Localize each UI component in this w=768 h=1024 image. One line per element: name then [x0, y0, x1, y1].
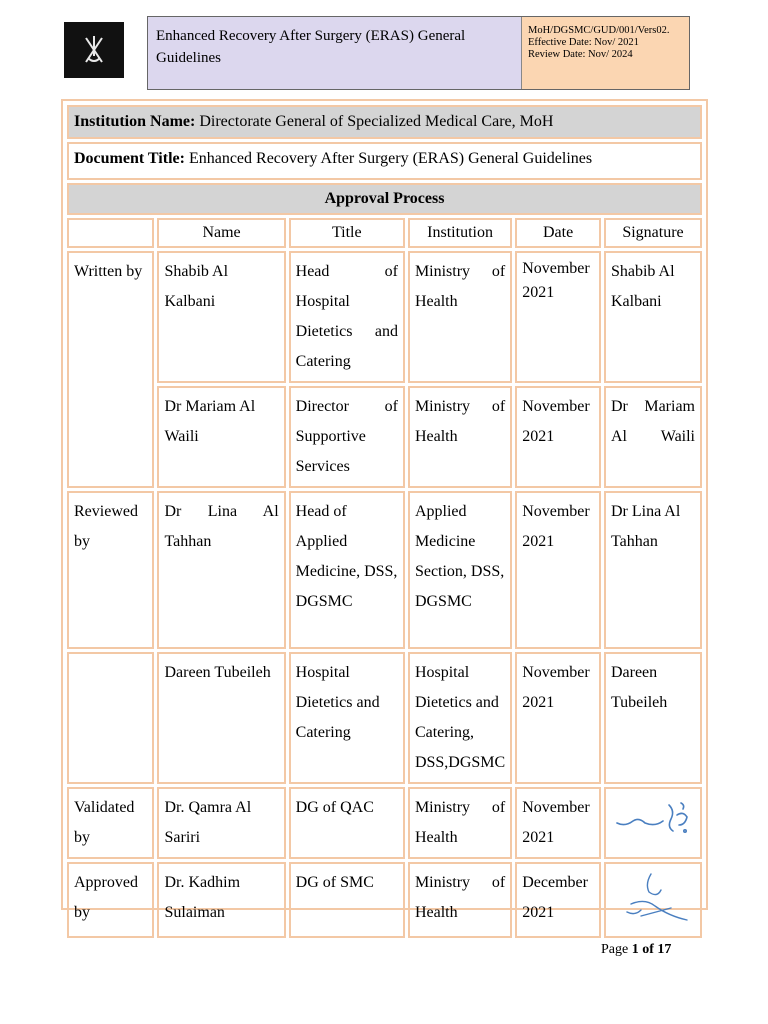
effective-date: Effective Date: Nov/ 2021	[528, 37, 639, 48]
approver-title: Head of Hospital Dietetics and Catering	[289, 251, 405, 383]
review-date: Review Date: Nov/ 2024	[528, 49, 633, 60]
document-title-value: Enhanced Recovery After Surgery (ERAS) General Guidelines	[188, 150, 593, 167]
approval-process-heading: Approval Process	[67, 183, 702, 215]
approval-date: November 2021	[515, 652, 601, 784]
page-of: of	[642, 942, 654, 957]
col-header-title: Title	[289, 218, 405, 248]
role-reviewed-by: Reviewed by	[67, 491, 154, 649]
col-header-date: Date	[515, 218, 601, 248]
approval-table	[64, 102, 705, 941]
role-validated-by: Validated by	[67, 787, 154, 859]
page-prefix: Page	[601, 942, 629, 957]
handwritten-signature-cell	[604, 787, 702, 859]
approver-signature: Dareen Tubeileh	[604, 652, 702, 784]
approver-institution: Ministry of Health	[408, 862, 512, 938]
page-total: 17	[657, 942, 672, 957]
approver-institution: Ministry of Health	[408, 787, 512, 859]
handwritten-signature	[611, 793, 695, 839]
approval-date: November 2021	[515, 787, 601, 859]
institution-label: Institution Name:	[74, 113, 196, 130]
institution-value: Directorate General of Specialized Medical Care, MoH	[199, 113, 554, 130]
institution-row	[67, 105, 702, 139]
moh-logo	[64, 22, 124, 78]
approver-name: Dr. Qamra Al Sariri	[157, 787, 285, 859]
approver-institution: Applied Medicine Section, DSS, DGSMC	[408, 491, 512, 649]
approver-title: DG of SMC	[289, 862, 405, 938]
approver-signature: Dr Lina Al Tahhan	[604, 491, 702, 649]
approver-title: Director of Supportive Services	[289, 386, 405, 488]
header-meta	[521, 17, 689, 89]
header-title: Enhanced Recovery After Surgery (ERAS) General Guidelines	[156, 28, 466, 66]
approver-signature: Dr Mariam Al Waili	[604, 386, 702, 488]
document-header	[147, 16, 690, 90]
approval-date: November 2021	[515, 386, 601, 488]
document-title-label: Document Title:	[74, 150, 185, 167]
role-empty	[67, 652, 154, 784]
approval-date: December 2021	[515, 862, 601, 938]
header-empty-cell	[67, 218, 154, 248]
approval-date: November 2021	[515, 491, 601, 649]
col-header-institution: Institution	[408, 218, 512, 248]
approver-name: Dr. Kadhim Sulaiman	[157, 862, 285, 938]
col-header-signature: Signature	[604, 218, 702, 248]
page-number: 1	[631, 942, 639, 957]
col-header-name: Name	[157, 218, 285, 248]
handwritten-signature	[611, 868, 695, 928]
approver-institution: Ministry of Health	[408, 386, 512, 488]
role-approved-by: Approved by	[67, 862, 154, 938]
doc-code: MoH/DGSMC/GUD/001/Vers02.	[528, 25, 670, 36]
page-footer	[601, 942, 671, 958]
handwritten-signature-cell	[604, 862, 702, 938]
approver-name: Dr Mariam Al Waili	[157, 386, 285, 488]
approver-title: Hospital Dietetics and Catering	[289, 652, 405, 784]
approver-name: Shabib Al Kalbani	[157, 251, 285, 383]
approver-institution: Hospital Dietetics and Catering, DSS,DGSMC	[408, 652, 512, 784]
approval-date: November 2021	[515, 251, 601, 383]
role-written-by: Written by	[67, 251, 154, 488]
approver-title: DG of QAC	[289, 787, 405, 859]
approver-signature: Shabib Al Kalbani	[604, 251, 702, 383]
approver-title: Head of Applied Medicine, DSS, DGSMC	[289, 491, 405, 649]
approver-institution: Ministry of Health	[408, 251, 512, 383]
approver-name: Dr Lina Al Tahhan	[157, 491, 285, 649]
approver-name: Dareen Tubeileh	[157, 652, 285, 784]
document-title-row	[67, 142, 702, 180]
